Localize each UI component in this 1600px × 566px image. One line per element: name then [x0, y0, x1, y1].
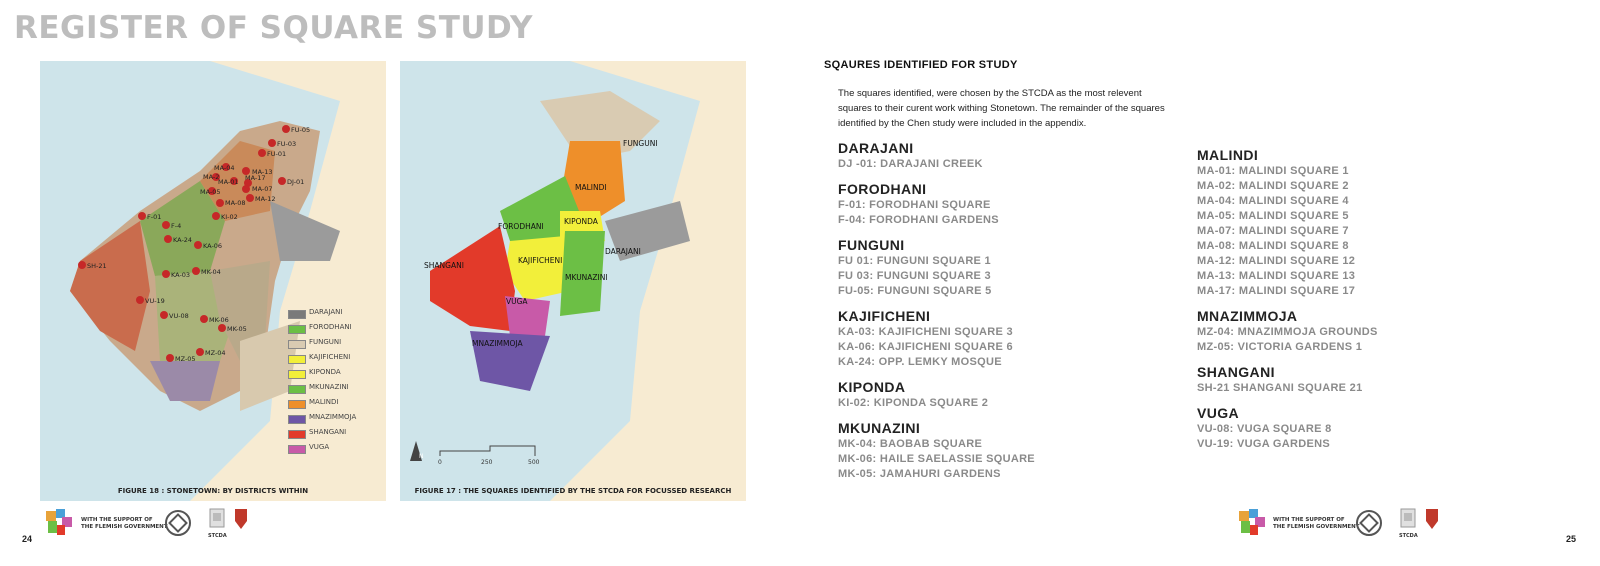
district-block	[1197, 405, 1527, 452]
square-marker-icon[interactable]	[216, 199, 224, 207]
district-name: VUGA	[1197, 405, 1240, 421]
marker-label: F-4	[171, 222, 182, 230]
marker-label: MA-05	[200, 188, 221, 196]
district-list-left	[838, 140, 1168, 491]
marker-label: MK-04	[201, 268, 221, 276]
scale-label: 0	[438, 459, 442, 466]
marker-label: MA-04	[214, 164, 235, 172]
district-block	[838, 237, 1168, 299]
square-marker-icon[interactable]	[196, 348, 204, 356]
marker-label: KI-02	[221, 213, 238, 221]
stcda-logo-icon	[207, 507, 227, 531]
district-block	[1197, 364, 1527, 396]
page-number-right: 25	[1566, 534, 1577, 544]
district-map-label: KIPONDA	[564, 217, 598, 226]
university-crest-icon	[234, 507, 248, 531]
section-heading: SQAURES IDENTIFIED FOR STUDY	[824, 59, 1018, 71]
legend-label: MKUNAZINI	[309, 383, 349, 391]
square-item: MA-07: MALINDI SQUARE 7	[1197, 225, 1349, 237]
square-item: MA-04: MALINDI SQUARE 4	[1197, 195, 1349, 207]
square-item: KI-02: KIPONDA SQUARE 2	[838, 397, 989, 409]
legend-label: DARAJANI	[309, 308, 343, 316]
square-marker-icon[interactable]	[164, 235, 172, 243]
square-item: MA-02: MALINDI SQUARE 2	[1197, 180, 1349, 192]
legend-label: VUGA	[309, 443, 330, 451]
district-map-label: FUNGUNI	[623, 139, 658, 148]
square-item: MA-17: MALINDI SQUARE 17	[1197, 285, 1356, 297]
square-marker-icon[interactable]	[278, 177, 286, 185]
district-map-figure-18	[40, 61, 386, 501]
marker-label: MZ-05	[175, 355, 196, 363]
square-marker-icon[interactable]	[136, 296, 144, 304]
marker-label: MA-07	[252, 185, 273, 193]
square-marker-icon[interactable]	[212, 212, 220, 220]
support-line: WITH THE SUPPORT OF	[1273, 517, 1345, 523]
marker-label: MA-17	[245, 174, 266, 182]
marker-label: MK-06	[209, 316, 229, 324]
squares-map-figure-17	[400, 61, 746, 501]
square-item: FU 03: FUNGUNI SQUARE 3	[838, 270, 991, 282]
square-marker-icon[interactable]	[162, 221, 170, 229]
legend-label: FUNGUNI	[309, 338, 342, 346]
district-name: SHANGANI	[1197, 364, 1275, 380]
marker-label: MA-2	[203, 173, 220, 181]
square-item: MZ-04: MNAZIMMOJA GROUNDS	[1197, 326, 1378, 338]
district-block	[1197, 308, 1527, 355]
marker-label: MA-13	[252, 168, 273, 176]
district-name: DARAJANI	[838, 140, 914, 156]
marker-label: DJ-01	[287, 178, 305, 186]
square-marker-icon[interactable]	[78, 261, 86, 269]
footer-logos-left	[44, 507, 274, 539]
legend-swatch	[288, 445, 306, 454]
district-map-label: KAJIFICHENI	[518, 256, 563, 265]
legend-label: MNAZIMMOJA	[309, 413, 357, 421]
district-map-label: MNAZIMMOJA	[472, 339, 523, 348]
legend-swatch	[288, 310, 306, 319]
support-line: THE FLEMISH GOVERNMENT	[81, 524, 168, 530]
marker-label: MA-08	[225, 199, 246, 207]
squares-map-svg	[400, 61, 746, 501]
marker-label: MA-12	[255, 195, 276, 203]
marker-label: FU-01	[267, 150, 287, 158]
legend-swatch	[288, 340, 306, 349]
legend-label: SHANGANI	[309, 428, 347, 436]
legend-label: KIPONDA	[309, 368, 341, 376]
north-label: N	[419, 453, 424, 460]
district-block	[838, 308, 1168, 370]
square-item: FU 01: FUNGUNI SQUARE 1	[838, 255, 991, 267]
square-marker-icon[interactable]	[246, 194, 254, 202]
district-block	[838, 379, 1168, 411]
district-name: MKUNAZINI	[838, 420, 921, 436]
legend-swatch	[288, 370, 306, 379]
square-item: MZ-05: VICTORIA GARDENS 1	[1197, 341, 1363, 353]
district-name: KIPONDA	[838, 379, 906, 395]
district-map-label: MALINDI	[575, 183, 607, 192]
support-line: THE FLEMISH GOVERNMENT	[1273, 524, 1360, 530]
stcda-label: STCDA	[1399, 533, 1418, 539]
figure-caption: FIGURE 18 : STONETOWN: BY DISTRICTS WITHIN	[117, 487, 309, 495]
square-item: F-01: FORODHANI SQUARE	[838, 199, 991, 211]
square-item: MA-08: MALINDI SQUARE 8	[1197, 240, 1349, 252]
square-marker-icon[interactable]	[258, 149, 266, 157]
square-item: F-04: FORODHANI GARDENS	[838, 214, 999, 226]
square-item: KA-06: KAJIFICHENI SQUARE 6	[838, 341, 1013, 353]
legend-swatch	[288, 355, 306, 364]
marker-label: MZ-04	[205, 349, 226, 357]
district-map-label: SHANGANI	[424, 261, 464, 270]
district-block	[838, 140, 1168, 172]
university-crest-icon	[1425, 507, 1439, 531]
stcda-label: STCDA	[208, 533, 227, 539]
district-name: KAJIFICHENI	[838, 308, 931, 324]
flemish-logo-icon	[44, 507, 76, 539]
district-map-label: VUGA	[506, 297, 528, 306]
square-item: KA-24: OPP. LEMKY MOSQUE	[838, 356, 1002, 368]
square-item: MK-06: HAILE SAELASSIE SQUARE	[838, 453, 1035, 465]
world-heritage-logo-icon	[1355, 509, 1383, 537]
square-item: MK-05: JAMAHURI GARDENS	[838, 468, 1001, 480]
square-marker-icon[interactable]	[166, 354, 174, 362]
support-line: WITH THE SUPPORT OF	[81, 517, 153, 523]
legend-label: MALINDI	[309, 398, 339, 406]
legend-swatch	[288, 325, 306, 334]
square-item: MK-04: BAOBAB SQUARE	[838, 438, 983, 450]
scale-label: 500	[528, 459, 540, 466]
marker-label: KA-06	[203, 242, 223, 250]
page-number-left: 24	[22, 534, 33, 544]
square-item: MA-05: MALINDI SQUARE 5	[1197, 210, 1349, 222]
district-name: FORODHANI	[838, 181, 927, 197]
legend-swatch	[288, 385, 306, 394]
district-block	[1197, 147, 1527, 299]
marker-label: F-01	[147, 213, 162, 221]
square-marker-icon[interactable]	[200, 315, 208, 323]
stcda-logo-icon	[1398, 507, 1418, 531]
scale-label: 250	[481, 459, 493, 466]
square-marker-icon[interactable]	[242, 185, 250, 193]
square-item: VU-08: VUGA SQUARE 8	[1197, 423, 1332, 435]
legend-label: KAJIFICHENI	[309, 353, 351, 361]
square-item: KA-03: KAJIFICHENI SQUARE 3	[838, 326, 1013, 338]
square-item: SH-21 SHANGANI SQUARE 21	[1197, 382, 1363, 394]
square-marker-icon[interactable]	[192, 267, 200, 275]
legend-label: FORODHANI	[309, 323, 352, 331]
support-text	[81, 517, 168, 531]
marker-label: KA-03	[171, 271, 191, 279]
marker-label: SH-21	[87, 262, 107, 270]
square-marker-icon[interactable]	[282, 125, 290, 133]
square-marker-icon[interactable]	[218, 324, 226, 332]
support-text	[1273, 517, 1360, 531]
world-heritage-logo-icon	[164, 509, 192, 537]
page-title: REGISTER OF SQUARE STUDY	[14, 10, 533, 46]
square-item: MA-01: MALINDI SQUARE 1	[1197, 165, 1349, 177]
marker-label: FU-03	[277, 140, 297, 148]
legend-swatch	[288, 400, 306, 409]
district-map-label: FORODHANI	[498, 222, 544, 231]
square-item: MA-12: MALINDI SQUARE 12	[1197, 255, 1356, 267]
square-marker-icon[interactable]	[268, 139, 276, 147]
marker-label: VU-08	[169, 312, 189, 320]
district-list-right	[1197, 147, 1527, 461]
marker-label: KA-24	[173, 236, 193, 244]
district-name: FUNGUNI	[838, 237, 905, 253]
flemish-logo-icon	[1237, 507, 1269, 539]
district-map-label: DARAJANI	[605, 247, 641, 256]
district-map-label: MKUNAZINI	[565, 273, 608, 282]
square-item: DJ -01: DARAJANI CREEK	[838, 158, 983, 170]
square-item: VU-19: VUGA GARDENS	[1197, 438, 1331, 450]
footer-logos-right	[1237, 507, 1487, 539]
square-marker-icon[interactable]	[138, 212, 146, 220]
intro-paragraph: The squares identified, were chosen by the STCDA as the most relevent squares to their curent work withing Stonetown. The remainder of the squares identified by the Chen study were included in the appendix.	[838, 88, 1165, 129]
district-name: MALINDI	[1197, 147, 1259, 163]
figure-caption: FIGURE 17 : THE SQUARES IDENTIFIED BY THE STCDA FOR FOCUSSED RESEARCH	[414, 487, 732, 495]
district-name: MNAZIMMOJA	[1197, 308, 1298, 324]
square-item: FU-05: FUNGUNI SQUARE 5	[838, 285, 992, 297]
legend-swatch	[288, 430, 306, 439]
marker-label: MA-01	[218, 178, 239, 186]
district-block	[838, 420, 1168, 482]
square-item: MA-13: MALINDI SQUARE 13	[1197, 270, 1356, 282]
legend-swatch	[288, 415, 306, 424]
square-marker-icon[interactable]	[162, 270, 170, 278]
district-block	[838, 181, 1168, 228]
marker-label: MK-05	[227, 325, 247, 333]
square-marker-icon[interactable]	[194, 241, 202, 249]
marker-label: VU-19	[145, 297, 165, 305]
square-marker-icon[interactable]	[160, 311, 168, 319]
marker-label: FU-05	[291, 126, 311, 134]
